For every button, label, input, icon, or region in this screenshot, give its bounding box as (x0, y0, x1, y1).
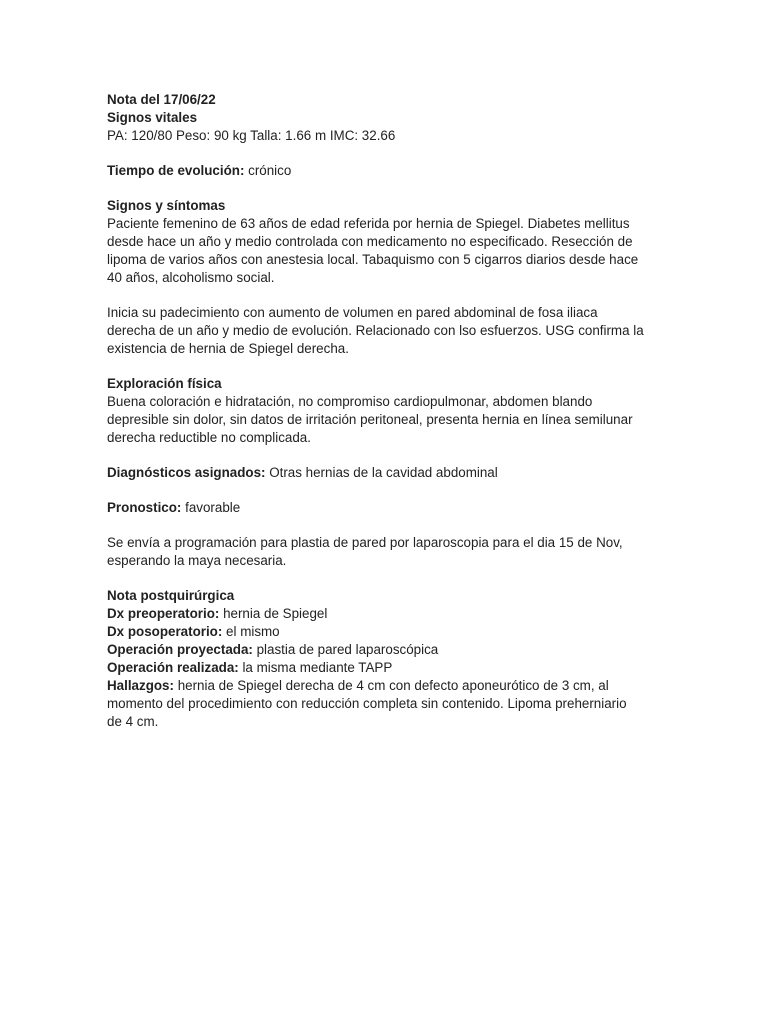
performed-operation-label: Operación realizada: (107, 660, 239, 675)
onset-paragraph (107, 304, 667, 358)
symptoms-paragraph (107, 215, 667, 287)
symptoms-line: 40 años, alcoholismo social. (107, 270, 275, 285)
exam-line: derecha reductible no complicada. (107, 430, 311, 445)
symptoms-line: desde hace un año y medio controlada con medicamento no especificado. Resección de (107, 234, 633, 249)
findings-label: Hallazgos: (107, 678, 174, 693)
postop-dx-value: el mismo (222, 624, 280, 639)
symptoms-heading: Signos y síntomas (107, 198, 226, 213)
planned-operation-label: Operación proyectada: (107, 642, 253, 657)
onset-line: derecha de un año y medio de evolución. Relacionado con lso esfuerzos. USG confirma la (107, 323, 644, 338)
plan-paragraph (107, 534, 667, 570)
postop-dx-label: Dx posoperatorio: (107, 624, 223, 639)
performed-operation-value: la misma mediante TAPP (238, 660, 393, 675)
clinical-note (107, 91, 667, 731)
note-title: Nota del 17/06/22 (107, 92, 216, 107)
symptoms-line: lipoma de varios años con anestesia local. Tabaquismo con 5 cigarros diarios desde hace (107, 252, 639, 267)
exam-line: depresible sin dolor, sin datos de irritación peritoneal, presenta hernia en línea semilunar (107, 412, 633, 427)
onset-line: Inicia su padecimiento con aumento de volumen en pared abdominal de fosa iliaca (107, 305, 598, 320)
prognosis-label: Pronostico: (107, 500, 182, 515)
performed-operation-line (107, 659, 667, 677)
evolution-label: Tiempo de evolución: (107, 163, 245, 178)
planned-operation-line (107, 641, 667, 659)
preop-dx-value: hernia de Spiegel (219, 606, 328, 621)
vitals-text: PA: 120/80 Peso: 90 kg Talla: 1.66 m IMC: 32.66 (107, 128, 396, 143)
symptoms-line: Paciente femenino de 63 años de edad referida por hernia de Spiegel. Diabetes mellitus (107, 216, 630, 231)
diagnosis-value: Otras hernias de la cavidad abdominal (265, 465, 498, 480)
evolution-line (107, 162, 667, 180)
onset-line: existencia de hernia de Spiegel derecha. (107, 341, 349, 356)
evolution-value: crónico (244, 163, 292, 178)
planned-operation-value: plastia de pared laparoscópica (252, 642, 439, 657)
findings-continuation: momento del procedimiento con reducción completa sin contenido. Lipoma preherniario (107, 696, 627, 711)
preop-dx-line (107, 605, 667, 623)
postop-dx-line (107, 623, 667, 641)
exam-heading: Exploración física (107, 376, 222, 391)
diagnosis-label: Diagnósticos asignados: (107, 465, 266, 480)
findings-continuation: de 4 cm. (107, 714, 159, 729)
exam-paragraph (107, 393, 667, 447)
vitals-heading: Signos vitales (107, 110, 198, 125)
prognosis-value: favorable (181, 500, 241, 515)
plan-line: esperando la maya necesaria. (107, 553, 287, 568)
findings-value: hernia de Spiegel derecha de 4 cm con defecto aponeurótico de 3 cm, al (173, 678, 609, 693)
exam-line: Buena coloración e hidratación, no compromiso cardiopulmonar, abdomen blando (107, 394, 593, 409)
diagnosis-line (107, 464, 667, 482)
prognosis-line (107, 499, 667, 517)
postop-heading: Nota postquirúrgica (107, 588, 235, 603)
findings-line (107, 677, 667, 695)
plan-line: Se envía a programación para plastia de pared por laparoscopia para el dia 15 de Nov, (107, 535, 623, 550)
preop-dx-label: Dx preoperatorio: (107, 606, 220, 621)
